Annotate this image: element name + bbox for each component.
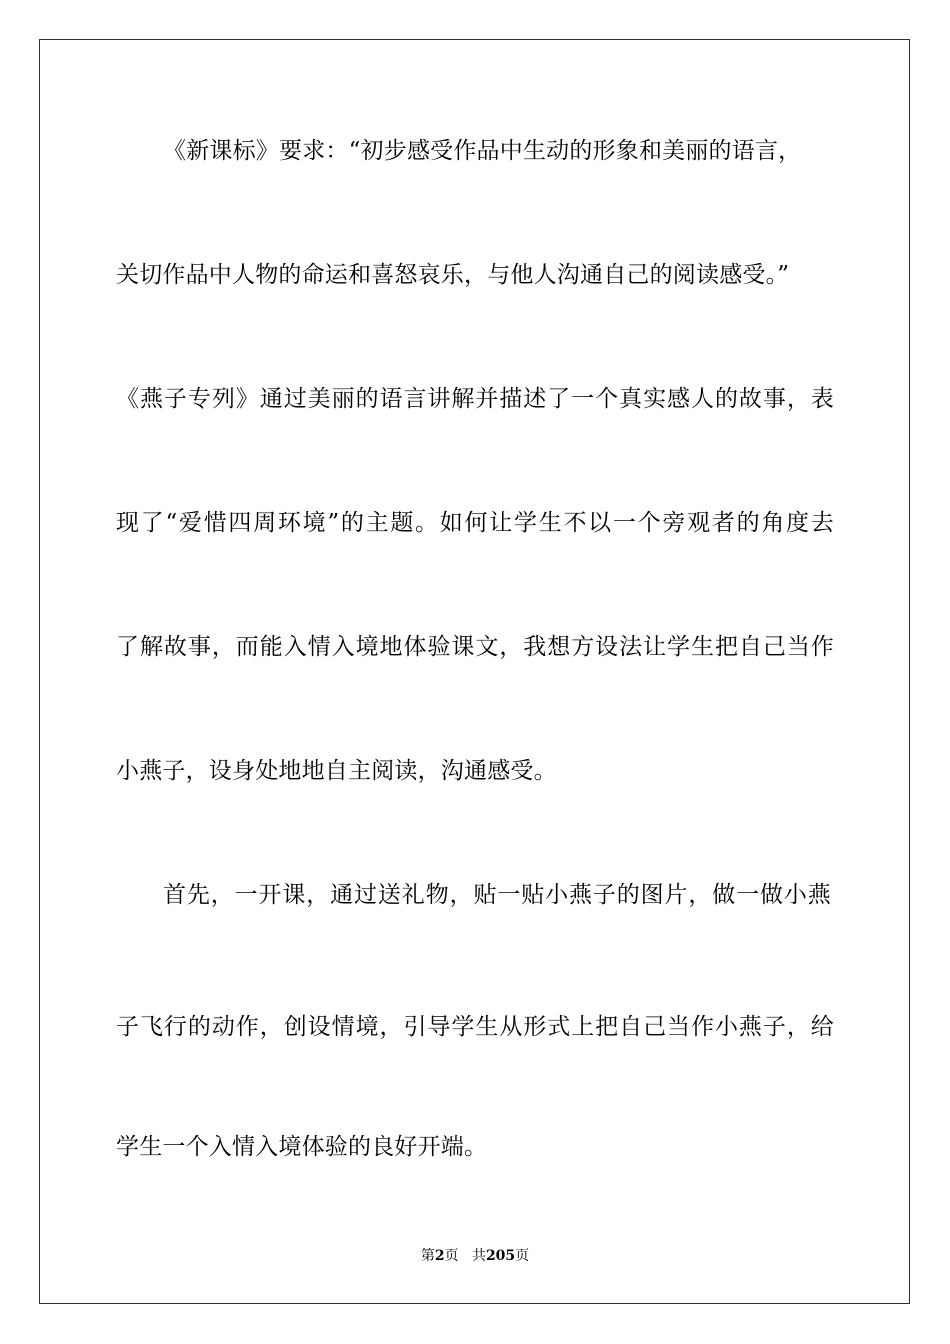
footer-page-number: 2 [434, 1248, 445, 1264]
paragraph-2-line-3: 学生一个入情入境体验的良好开端。 [116, 1134, 488, 1160]
paragraph-1-line-2: 关切作品中人物的命运和喜怒哀乐，与他人沟通自己的阅读感受。” [116, 262, 790, 288]
paragraph-1-line-1: 《新课标》要求：“初步感受作品中生动的形象和美丽的语言， [163, 138, 802, 164]
paragraph-1-line-6: 小燕子，设身处地地自主阅读，沟通感受。 [116, 758, 557, 784]
paragraph-1-line-5: 了解故事，而能入情入境地体验课文，我想方设法让学生把自己当作 [116, 634, 834, 660]
footer-page-suffix: 页 [444, 1248, 459, 1264]
footer-page-prefix: 第 [420, 1248, 435, 1264]
footer-total-suffix: 页 [515, 1248, 530, 1264]
footer-total-pages: 205 [485, 1248, 516, 1264]
paragraph-2-line-2: 子飞行的动作，创设情境，引导学生从形式上把自己当作小燕子，给 [116, 1014, 834, 1040]
paragraph-1-line-3: 《燕子专列》通过美丽的语言讲解并描述了一个真实感人的故事，表 [116, 386, 834, 412]
page-footer [0, 1247, 950, 1265]
footer-total-prefix: 共 [471, 1248, 486, 1264]
page-frame [39, 39, 910, 1304]
paragraph-2-line-1: 首先，一开课，通过送礼物，贴一贴小燕子的图片，做一做小燕 [163, 882, 831, 908]
paragraph-1-line-4: 现了“爱惜四周环境”的主题。如何让学生不以一个旁观者的角度去 [116, 510, 834, 536]
